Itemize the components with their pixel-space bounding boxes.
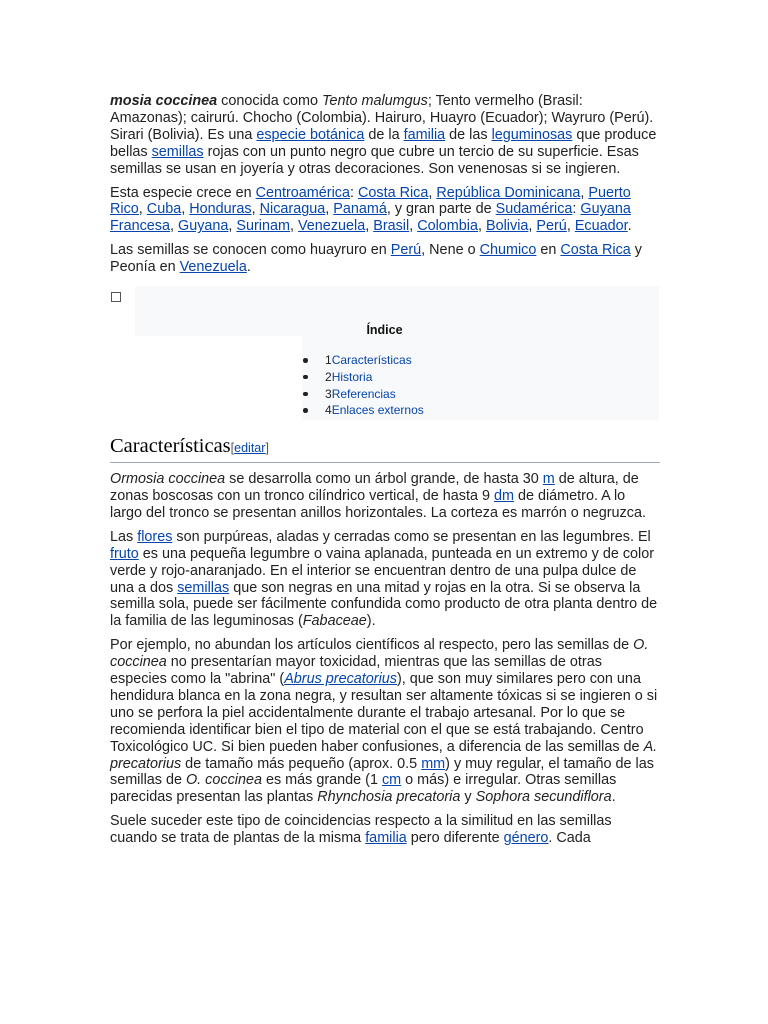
- link-chumico[interactable]: Chumico: [479, 242, 537, 259]
- link-bolivia[interactable]: Bolivia: [486, 218, 529, 235]
- link-genero[interactable]: género: [503, 830, 549, 847]
- edit-link[interactable]: editar: [234, 441, 266, 456]
- link-leguminosas[interactable]: leguminosas: [491, 126, 573, 143]
- link-republica-dominicana[interactable]: República Dominicana: [436, 184, 581, 201]
- link-guyana-francesa[interactable]: Guyana Francesa: [110, 201, 631, 235]
- link-abrus-precatorius[interactable]: Abrus precatorius: [284, 671, 397, 688]
- link-semillas[interactable]: semillas: [151, 143, 204, 160]
- link-semillas-2[interactable]: semillas: [177, 579, 230, 596]
- toc-item[interactable]: 1Características: [300, 352, 424, 369]
- link-especie-botanica[interactable]: especie botánica: [256, 126, 365, 143]
- link-flores[interactable]: flores: [137, 528, 173, 545]
- toc-link-referencias[interactable]: Referencias: [331, 386, 396, 401]
- toc-item[interactable]: 3Referencias: [300, 386, 424, 403]
- link-fruto[interactable]: fruto: [110, 545, 139, 562]
- link-puerto-rico[interactable]: Puerto Rico: [110, 184, 631, 218]
- section-paragraph-3: Por ejemplo, no abundan los artículos científicos al respecto, pero las semillas de O. coccinea no presentarían mayor toxicidad, mientras que las semillas de otras especies como la "abrina" (Abrus precatorius), que son muy similares pero con una hendidura blanca en la zona negra, y resultan ser altamente tóxicas si se ingieren o si uno se perfora la piel accidentalmente durante el trabajo artesanal. Por lo que se recomienda identificar bien el tipo de material con el que se está trabajando. Centro Toxicológico UC. Si bien pueden haber confusiones, a diferencia de las semillas de A. precatorius de tamaño más pequeño (aprox. 0.5 mm) y muy regular, el tamaño de las semillas de O. coccinea es más grande (1 cm o más) e irregular. Otras semillas parecidas presentan las plantas Rhynchosia precatoria y Sophora secundiflora.: [110, 637, 658, 806]
- toc-link-caracteristicas[interactable]: Características: [331, 353, 412, 368]
- species-name: mosia coccinea: [110, 93, 218, 109]
- link-familia-2[interactable]: familia: [365, 830, 407, 847]
- intro-paragraph-2: Esta especie crece en Centroamérica: Costa Rica, República Dominicana, Puerto Rico, Cuba, Honduras, Nicaragua, Panamá, y gran parte de Sudamérica: Guyana Francesa, Guyana, Surinam, Venezuela, Brasil, Colombia, Bolivia, Perú, Ecuador.: [110, 184, 632, 235]
- section-paragraph-4: Suele suceder este tipo de coincidencias respecto a la similitud en las semillas cuando se trata de plantas de la misma familia pero diferente género. Cada: [110, 813, 612, 847]
- table-of-contents: [110, 286, 660, 420]
- link-venezuela-2[interactable]: Venezuela: [179, 259, 247, 276]
- link-sudamerica[interactable]: Sudamérica: [495, 201, 573, 218]
- link-mm[interactable]: mm: [421, 755, 446, 772]
- link-cuba[interactable]: Cuba: [146, 201, 182, 218]
- link-nicaragua[interactable]: Nicaragua: [259, 201, 326, 218]
- section-paragraph-1: Ormosia coccinea se desarrolla como un árbol grande, de hasta 30 m de altura, de zonas boscosas con un tronco cilíndrico vertical, de hasta 9 dm de diámetro. A lo largo del tronco se presentan anillos horizontales. La corteza es marrón o negruzca.: [110, 471, 646, 521]
- link-venezuela[interactable]: Venezuela: [298, 218, 366, 235]
- intro-paragraph-3: Las semillas se conocen como huayruro en Perú, Nene o Chumico en Costa Rica y Peonía en Venezuela.: [110, 242, 642, 276]
- edit-section: [editar]: [230, 441, 269, 456]
- intro-paragraph-1: mosia coccinea conocida como Tento malumgus; Tento vermelho (Brasil: Amazonas); cairurú. Chocho (Colombia). Hairuro, Huayro (Ecuador); Wayruro (Perú). Sirari (Bolivia). Es una especie botánica de la familia de las leguminosas que produce bellas semillas rojas con un punto negro que cubre un tercio de su superficie. Esas semillas se usan en joyería y otras decoraciones. Son venenosas si se ingieren.: [110, 93, 657, 177]
- article-content: [110, 93, 660, 854]
- link-colombia[interactable]: Colombia: [417, 218, 478, 235]
- toc-item[interactable]: 4Enlaces externos: [300, 402, 424, 419]
- link-ecuador[interactable]: Ecuador: [574, 218, 628, 235]
- link-dm[interactable]: dm: [493, 487, 514, 504]
- link-familia[interactable]: familia: [403, 126, 446, 143]
- link-panama[interactable]: Panamá: [333, 201, 387, 218]
- link-peru[interactable]: Perú: [536, 218, 567, 235]
- link-costa-rica[interactable]: Costa Rica: [357, 184, 429, 201]
- toc-link-historia[interactable]: Historia: [331, 369, 373, 384]
- link-brasil[interactable]: Brasil: [373, 218, 410, 235]
- toc-item[interactable]: 2Historia: [300, 369, 424, 386]
- toc-toggle-checkbox[interactable]: [111, 292, 121, 302]
- link-guyana[interactable]: Guyana: [178, 218, 229, 235]
- link-m[interactable]: m: [542, 471, 555, 488]
- toc-link-enlaces-externos[interactable]: Enlaces externos: [331, 403, 424, 418]
- toc-list: [300, 352, 424, 419]
- section-heading-caracteristicas: Características[editar]: [110, 434, 660, 463]
- link-peru-2[interactable]: Perú: [390, 242, 422, 259]
- link-centroamerica[interactable]: Centroamérica: [255, 184, 350, 201]
- link-surinam[interactable]: Surinam: [236, 218, 290, 235]
- toc-title: Índice: [366, 323, 403, 338]
- link-cm[interactable]: cm: [381, 772, 402, 789]
- link-honduras[interactable]: Honduras: [189, 201, 252, 218]
- link-costa-rica-2[interactable]: Costa Rica: [560, 242, 631, 259]
- section-paragraph-2: Las flores son purpúreas, aladas y cerradas como se presentan en las legumbres. El fruto es una pequeña legumbre o vaina aplanada, punteada en un extremo y de color verde y rojo-anaranjado. En el interior se encuentran dentro de una pulpa dulce de una a dos semillas que son negras en una mitad y rojas en la otra. Si se observa la semilla sola, puede ser fácilmente confundida como producto de otra planta dentro de la familia de las leguminosas (Fabaceae).: [110, 528, 658, 630]
